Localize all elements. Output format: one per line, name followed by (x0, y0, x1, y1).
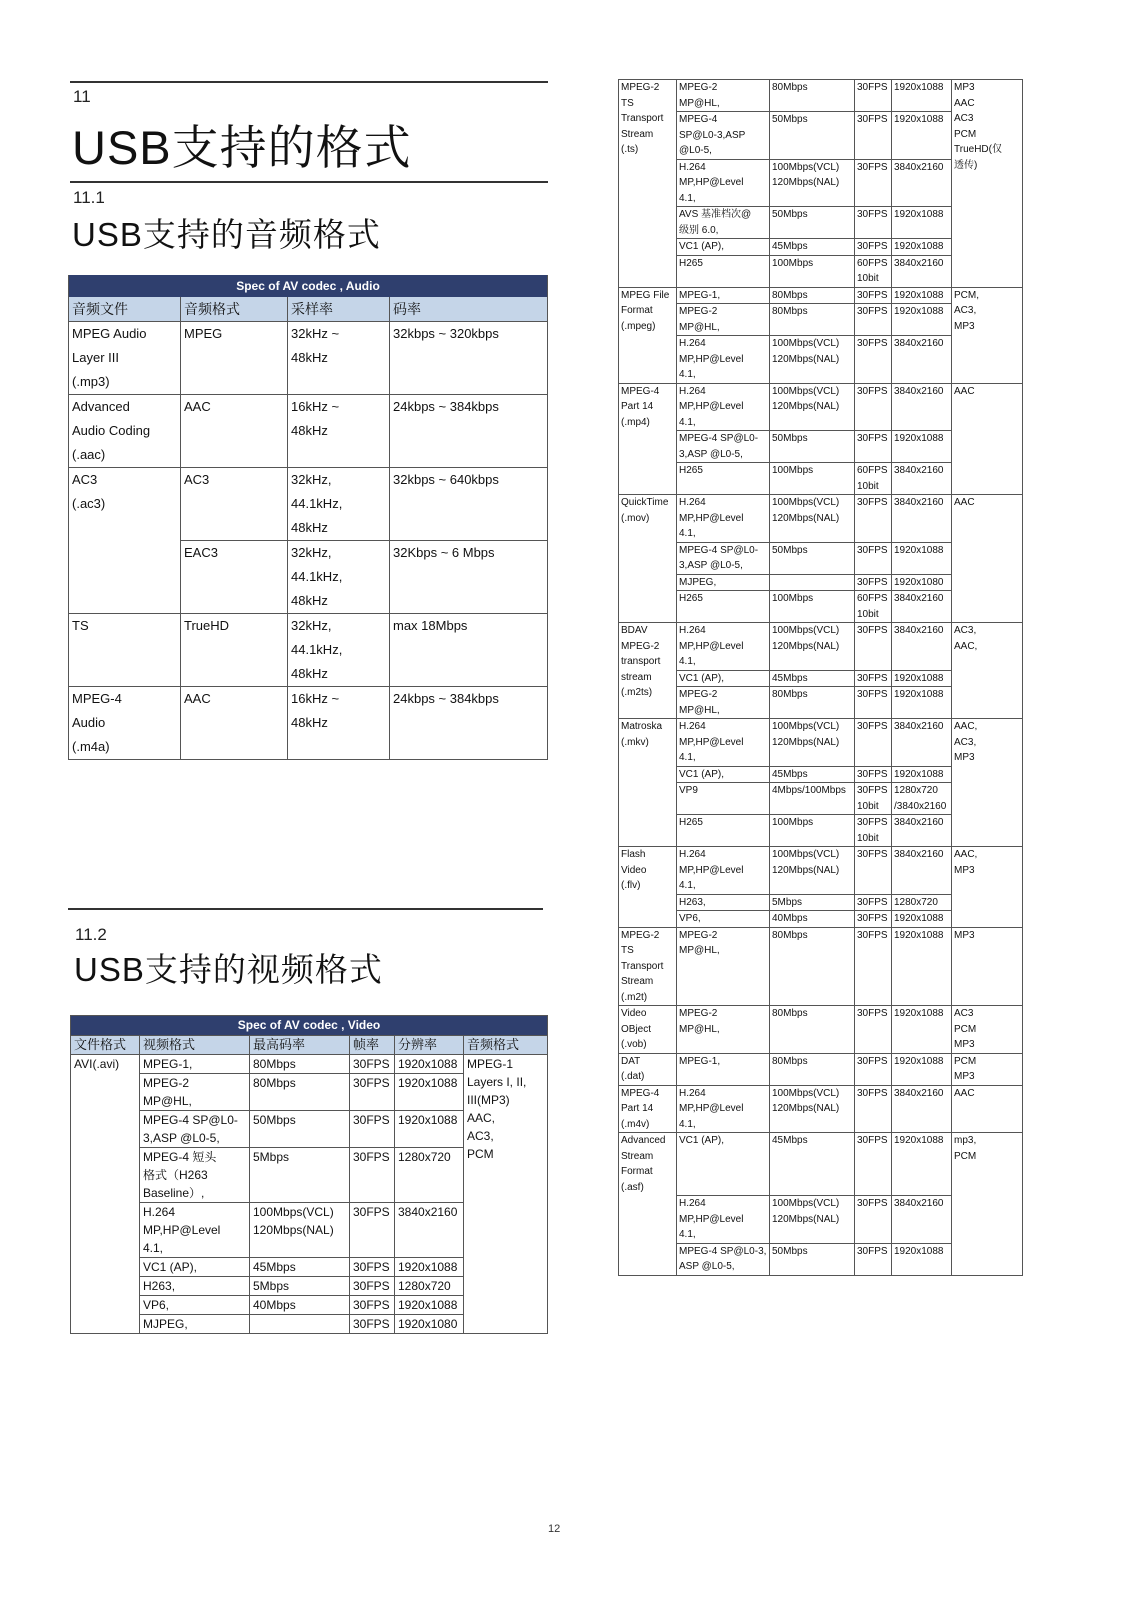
video-resolution: 3840x2160 (892, 495, 952, 543)
container-audio-format: PCM MP3 (952, 1053, 1023, 1085)
table-row (619, 1006, 1023, 1054)
container-file: QuickTime (.mov) (619, 495, 677, 623)
section-rule-11-2 (68, 908, 543, 910)
table-row (619, 80, 1023, 112)
video-fps: 30FPS (855, 159, 892, 207)
video-max-bitrate: 50Mbps (770, 431, 855, 463)
video-max-bitrate: 80Mbps (770, 1053, 855, 1085)
video-resolution: 1920x1088 (892, 687, 952, 719)
table-row (71, 1055, 548, 1074)
container-file: BDAV MPEG-2 transport stream (.m2ts) (619, 623, 677, 719)
container-file: MPEG-2 TS Transport Stream (.m2t) (619, 927, 677, 1006)
video-fps: 60FPS 10bit (855, 463, 892, 495)
video-max-bitrate: 80Mbps (770, 304, 855, 336)
video-codec: VC1 (AP), (677, 670, 770, 687)
video-codec: MPEG-1, (677, 287, 770, 304)
video-resolution: 1920x1088 (892, 287, 952, 304)
video-resolution: 1920x1088 (395, 1111, 464, 1148)
section-rule-11 (70, 81, 548, 83)
video-max-bitrate: 100Mbps (770, 815, 855, 847)
audio-bitrate: 24kbps ~ 384kbps (390, 395, 548, 468)
audio-file: MPEG Audio Layer III (.mp3) (69, 322, 181, 395)
audio-header-3: 码率 (390, 297, 548, 322)
video-resolution: 3840x2160 (892, 719, 952, 767)
video-max-bitrate: 50Mbps (770, 207, 855, 239)
audio-sample-rate: 32kHz ~ 48kHz (288, 322, 390, 395)
video-resolution: 3840x2160 (892, 1196, 952, 1244)
video-fps: 60FPS 10bit (855, 591, 892, 623)
video-max-bitrate: 50Mbps (250, 1111, 350, 1148)
video-codec: VC1 (AP), (677, 766, 770, 783)
video-max-bitrate: 100Mbps (770, 463, 855, 495)
video-table-caption: Spec of AV codec , Video (71, 1016, 548, 1036)
container-audio-format: AAC (952, 1085, 1023, 1133)
video-fps: 30FPS (855, 383, 892, 431)
video-codec: VP6, (677, 911, 770, 928)
video-max-bitrate: 100Mbps(VCL) 120Mbps(NAL) (250, 1203, 350, 1258)
video-max-bitrate: 50Mbps (770, 1243, 855, 1275)
container-file: MPEG-4 Part 14 (.mp4) (619, 383, 677, 495)
container-audio-format: AC3, AAC, (952, 623, 1023, 719)
video-resolution: 1920x1088 (892, 112, 952, 160)
table-row (619, 383, 1023, 431)
section-11-number: 11 (73, 87, 91, 106)
video-fps: 30FPS 10bit (855, 815, 892, 847)
video-max-bitrate: 45Mbps (770, 239, 855, 256)
audio-header-2: 采样率 (288, 297, 390, 322)
video-fps: 30FPS (855, 911, 892, 928)
video-fps: 30FPS (350, 1111, 395, 1148)
audio-sample-rate: 16kHz ~ 48kHz (288, 687, 390, 760)
video-fps: 30FPS (855, 1133, 892, 1196)
video-max-bitrate: 40Mbps (770, 911, 855, 928)
video-codec: MPEG-2 MP@HL, (677, 80, 770, 112)
video-max-bitrate: 100Mbps(VCL) 120Mbps(NAL) (770, 1085, 855, 1133)
video-header-5: 音频格式 (464, 1036, 548, 1055)
container-file: Video OBject (.vob) (619, 1006, 677, 1054)
video-resolution: 3840x2160 (892, 591, 952, 623)
audio-file: Advanced Audio Coding (.aac) (69, 395, 181, 468)
video-codec: VP9 (677, 783, 770, 815)
video-max-bitrate: 5Mbps (250, 1277, 350, 1296)
audio-header-1: 音频格式 (181, 297, 288, 322)
video-max-bitrate (250, 1315, 350, 1334)
video-resolution: 3840x2160 (892, 847, 952, 895)
video-resolution: 3840x2160 (892, 1085, 952, 1133)
video-fps: 30FPS (855, 304, 892, 336)
video-codec: MPEG-4 SP@L0- 3,ASP @L0-5, (677, 542, 770, 574)
video-resolution: 3840x2160 (892, 336, 952, 384)
video-max-bitrate: 80Mbps (770, 687, 855, 719)
container-audio-format: AAC, AC3, MP3 (952, 719, 1023, 847)
video-max-bitrate: 100Mbps(VCL) 120Mbps(NAL) (770, 383, 855, 431)
video-codec: H263, (140, 1277, 250, 1296)
table-row (619, 495, 1023, 543)
audio-bitrate: 24kbps ~ 384kbps (390, 687, 548, 760)
video-fps: 30FPS (855, 80, 892, 112)
video-fps: 30FPS (350, 1148, 395, 1203)
video-codec: MPEG-2 MP@HL, (677, 1006, 770, 1054)
video-codec: H265 (677, 255, 770, 287)
video-max-bitrate: 100Mbps(VCL) 120Mbps(NAL) (770, 719, 855, 767)
video-fps: 30FPS (855, 495, 892, 543)
video-fps: 30FPS (855, 1196, 892, 1244)
video-resolution: 1920x1088 (892, 766, 952, 783)
video-fps: 30FPS (855, 542, 892, 574)
video-resolution: 1920x1088 (892, 80, 952, 112)
video-max-bitrate: 40Mbps (250, 1296, 350, 1315)
video-resolution: 3840x2160 (892, 815, 952, 847)
container-audio-format: mp3, PCM (952, 1133, 1023, 1276)
video-resolution: 1920x1088 (395, 1258, 464, 1277)
video-codec: H.264 MP,HP@Level 4.1, (677, 159, 770, 207)
video-resolution: 1280x720 (892, 894, 952, 911)
video-codec: MPEG-2 MP@HL, (140, 1074, 250, 1111)
video-resolution: 3840x2160 (892, 463, 952, 495)
section-rule-11-1 (70, 181, 548, 183)
container-file: MPEG-4 Part 14 (.m4v) (619, 1085, 677, 1133)
video-resolution: 1280x720 (395, 1148, 464, 1203)
table-row (619, 1053, 1023, 1085)
video-resolution: 3840x2160 (892, 159, 952, 207)
video-fps: 30FPS (350, 1055, 395, 1074)
video-max-bitrate: 80Mbps (250, 1055, 350, 1074)
video-audio-format: MPEG-1 Layers I, II, III(MP3) AAC, AC3, PCM (464, 1055, 548, 1334)
table-row (69, 395, 548, 468)
video-header-1: 视频格式 (140, 1036, 250, 1055)
video-fps: 30FPS (855, 239, 892, 256)
video-fps: 30FPS (855, 719, 892, 767)
video-resolution: 1920x1080 (892, 574, 952, 591)
video-max-bitrate: 100Mbps (770, 255, 855, 287)
container-audio-format: MP3 AAC AC3 PCM TrueHD(仅 透传) (952, 80, 1023, 288)
video-fps: 30FPS (855, 766, 892, 783)
video-max-bitrate: 100Mbps(VCL) 120Mbps(NAL) (770, 336, 855, 384)
video-resolution: 1920x1088 (892, 670, 952, 687)
video-fps: 30FPS (855, 623, 892, 671)
video-fps: 30FPS (855, 1053, 892, 1085)
video-codec: MPEG-4 短头 格式（H263 Baseline）, (140, 1148, 250, 1203)
video-resolution: 1920x1088 (892, 927, 952, 1006)
video-resolution: 3840x2160 (892, 383, 952, 431)
video-resolution: 1920x1088 (892, 542, 952, 574)
video-resolution: 1920x1088 (395, 1296, 464, 1315)
video-fps: 30FPS (855, 574, 892, 591)
video-fps: 30FPS (855, 670, 892, 687)
video-resolution: 1920x1088 (892, 1133, 952, 1196)
video-max-bitrate: 80Mbps (770, 927, 855, 1006)
audio-bitrate: 32kbps ~ 640kbps (390, 468, 548, 541)
video-resolution: 1920x1088 (892, 1243, 952, 1275)
section-11-1-number: 11.1 (73, 188, 105, 207)
video-resolution: 1920x1088 (892, 207, 952, 239)
video-max-bitrate: 100Mbps(VCL) 120Mbps(NAL) (770, 623, 855, 671)
video-max-bitrate: 45Mbps (770, 670, 855, 687)
video-codec: H.264 MP,HP@Level 4.1, (677, 495, 770, 543)
table-row (619, 1133, 1023, 1196)
video-max-bitrate: 50Mbps (770, 542, 855, 574)
video-codec: MPEG-2 MP@HL, (677, 304, 770, 336)
audio-file: MPEG-4 Audio (.m4a) (69, 687, 181, 760)
video-codec: MPEG-1, (140, 1055, 250, 1074)
container-audio-format: AC3 PCM MP3 (952, 1006, 1023, 1054)
video-fps: 30FPS (350, 1203, 395, 1258)
video-fps: 30FPS (855, 1085, 892, 1133)
video-fps: 30FPS (855, 1006, 892, 1054)
video-max-bitrate: 80Mbps (770, 80, 855, 112)
video-resolution: 1920x1088 (892, 304, 952, 336)
audio-file: TS (69, 614, 181, 687)
video-max-bitrate: 50Mbps (770, 112, 855, 160)
video-codec: H.264 MP,HP@Level 4.1, (677, 847, 770, 895)
audio-bitrate: 32kbps ~ 320kbps (390, 322, 548, 395)
video-fps: 30FPS 10bit (855, 783, 892, 815)
audio-bitrate: max 18Mbps (390, 614, 548, 687)
container-file: Flash Video (.flv) (619, 847, 677, 928)
video-codec: H.264 MP,HP@Level 4.1, (677, 623, 770, 671)
audio-format: AAC (181, 687, 288, 760)
video-fps: 30FPS (855, 687, 892, 719)
container-audio-format: AAC (952, 495, 1023, 623)
video-fps: 30FPS (855, 927, 892, 1006)
video-fps: 30FPS (855, 336, 892, 384)
audio-header-0: 音频文件 (69, 297, 181, 322)
video-resolution: 1920x1088 (395, 1074, 464, 1111)
table-row (619, 927, 1023, 1006)
container-audio-format: MP3 (952, 927, 1023, 1006)
video-max-bitrate: 80Mbps (250, 1074, 350, 1111)
table-row (69, 687, 548, 760)
table-row (619, 719, 1023, 767)
container-file: Matroska (.mkv) (619, 719, 677, 847)
video-resolution: 1280x720 (395, 1277, 464, 1296)
video-fps: 30FPS (350, 1277, 395, 1296)
video-codec: H263, (677, 894, 770, 911)
container-file: MPEG-2 TS Transport Stream (.ts) (619, 80, 677, 288)
video-codec: MJPEG, (677, 574, 770, 591)
video-codec: MPEG-1, (677, 1053, 770, 1085)
video-resolution: 3840x2160 (395, 1203, 464, 1258)
video-max-bitrate: 45Mbps (770, 766, 855, 783)
video-fps: 30FPS (855, 431, 892, 463)
video-codec: H.264 MP,HP@Level 4.1, (677, 336, 770, 384)
video-fps: 30FPS (855, 287, 892, 304)
video-resolution: 1920x1088 (892, 1006, 952, 1054)
section-11-2-number: 11.2 (75, 925, 107, 944)
video-header-4: 分辨率 (395, 1036, 464, 1055)
video-file: AVI(.avi) (71, 1055, 140, 1334)
video-codec: MPEG-4 SP@L0-3,ASP @L0-5, (677, 112, 770, 160)
video-resolution: 3840x2160 (892, 623, 952, 671)
video-fps: 30FPS (350, 1074, 395, 1111)
video-fps: 30FPS (855, 112, 892, 160)
audio-sample-rate: 16kHz ~ 48kHz (288, 395, 390, 468)
audio-format: EAC3 (181, 541, 288, 614)
audio-sample-rate: 32kHz, 44.1kHz, 48kHz (288, 468, 390, 541)
table-row (619, 1085, 1023, 1133)
container-audio-format: PCM, AC3, MP3 (952, 287, 1023, 383)
container-file: Advanced Stream Format (.asf) (619, 1133, 677, 1276)
video-codec: MJPEG, (140, 1315, 250, 1334)
video-fps: 30FPS (350, 1315, 395, 1334)
video-max-bitrate: 100Mbps(VCL) 120Mbps(NAL) (770, 159, 855, 207)
video-codec: VC1 (AP), (140, 1258, 250, 1277)
video-max-bitrate: 5Mbps (770, 894, 855, 911)
video-codec-table (70, 1015, 548, 1334)
audio-bitrate: 32Kbps ~ 6 Mbps (390, 541, 548, 614)
video-resolution: 1920x1088 (892, 1053, 952, 1085)
video-fps: 30FPS (855, 207, 892, 239)
video-resolution: 1280x720 /3840x2160 (892, 783, 952, 815)
video-resolution: 1920x1088 (892, 239, 952, 256)
video-codec: MPEG-4 SP@L0-3, ASP @L0-5, (677, 1243, 770, 1275)
video-fps: 30FPS (350, 1296, 395, 1315)
audio-table-caption: Spec of AV codec , Audio (69, 275, 548, 297)
video-resolution: 3840x2160 (892, 255, 952, 287)
video-codec: H.264 MP,HP@Level 4.1, (677, 719, 770, 767)
video-codec: H.264 MP,HP@Level 4.1, (140, 1203, 250, 1258)
section-11-title: USB支持的格式 (72, 121, 412, 174)
video-resolution: 1920x1080 (395, 1315, 464, 1334)
audio-format: MPEG (181, 322, 288, 395)
video-fps: 60FPS 10bit (855, 255, 892, 287)
video-codec: AVS 基准档次@ 级别 6.0, (677, 207, 770, 239)
video-resolution: 1920x1088 (395, 1055, 464, 1074)
video-header-2: 最高码率 (250, 1036, 350, 1055)
video-header-0: 文件格式 (71, 1036, 140, 1055)
video-max-bitrate: 100Mbps (770, 591, 855, 623)
video-max-bitrate: 100Mbps(VCL) 120Mbps(NAL) (770, 847, 855, 895)
video-codec: H.264 MP,HP@Level 4.1, (677, 1085, 770, 1133)
video-codec: MPEG-2 MP@HL, (677, 687, 770, 719)
container-audio-format: AAC (952, 383, 1023, 495)
video-fps: 30FPS (855, 847, 892, 895)
video-max-bitrate: 100Mbps(VCL) 120Mbps(NAL) (770, 1196, 855, 1244)
page-number: 12 (548, 1523, 561, 1535)
table-row (69, 322, 548, 395)
table-row (619, 287, 1023, 304)
container-audio-format: AAC, MP3 (952, 847, 1023, 928)
video-fps: 30FPS (350, 1258, 395, 1277)
video-max-bitrate: 45Mbps (250, 1258, 350, 1277)
video-resolution: 1920x1088 (892, 911, 952, 928)
video-codec: VC1 (AP), (677, 1133, 770, 1196)
audio-file: AC3 (.ac3) (69, 468, 181, 614)
video-fps: 30FPS (855, 1243, 892, 1275)
section-11-2-title: USB支持的视频格式 (74, 951, 383, 988)
video-codec: MPEG-4 SP@L0- 3,ASP @L0-5, (677, 431, 770, 463)
video-max-bitrate: 45Mbps (770, 1133, 855, 1196)
table-row (69, 468, 548, 541)
audio-format: TrueHD (181, 614, 288, 687)
video-codec: H.264 MP,HP@Level 4.1, (677, 1196, 770, 1244)
audio-sample-rate: 32kHz, 44.1kHz, 48kHz (288, 614, 390, 687)
video-codec: H265 (677, 463, 770, 495)
video-max-bitrate: 4Mbps/100Mbps (770, 783, 855, 815)
video-codec: VC1 (AP), (677, 239, 770, 256)
table-row (619, 847, 1023, 895)
audio-format: AAC (181, 395, 288, 468)
audio-format: AC3 (181, 468, 288, 541)
video-codec-table-continued (618, 79, 1023, 1276)
table-row (69, 614, 548, 687)
video-max-bitrate (770, 574, 855, 591)
video-codec: H265 (677, 591, 770, 623)
container-file: DAT (.dat) (619, 1053, 677, 1085)
video-resolution: 1920x1088 (892, 431, 952, 463)
section-11-1-title: USB支持的音频格式 (72, 216, 381, 253)
video-codec: MPEG-2 MP@HL, (677, 927, 770, 1006)
table-row (619, 623, 1023, 671)
video-max-bitrate: 100Mbps(VCL) 120Mbps(NAL) (770, 495, 855, 543)
video-codec: VP6, (140, 1296, 250, 1315)
video-max-bitrate: 80Mbps (770, 1006, 855, 1054)
video-codec: MPEG-4 SP@L0- 3,ASP @L0-5, (140, 1111, 250, 1148)
audio-sample-rate: 32kHz, 44.1kHz, 48kHz (288, 541, 390, 614)
audio-codec-table (68, 275, 548, 760)
video-codec: H.264 MP,HP@Level 4.1, (677, 383, 770, 431)
video-fps: 30FPS (855, 894, 892, 911)
container-file: MPEG File Format (.mpeg) (619, 287, 677, 383)
video-max-bitrate: 80Mbps (770, 287, 855, 304)
video-codec: H265 (677, 815, 770, 847)
video-header-3: 帧率 (350, 1036, 395, 1055)
video-max-bitrate: 5Mbps (250, 1148, 350, 1203)
